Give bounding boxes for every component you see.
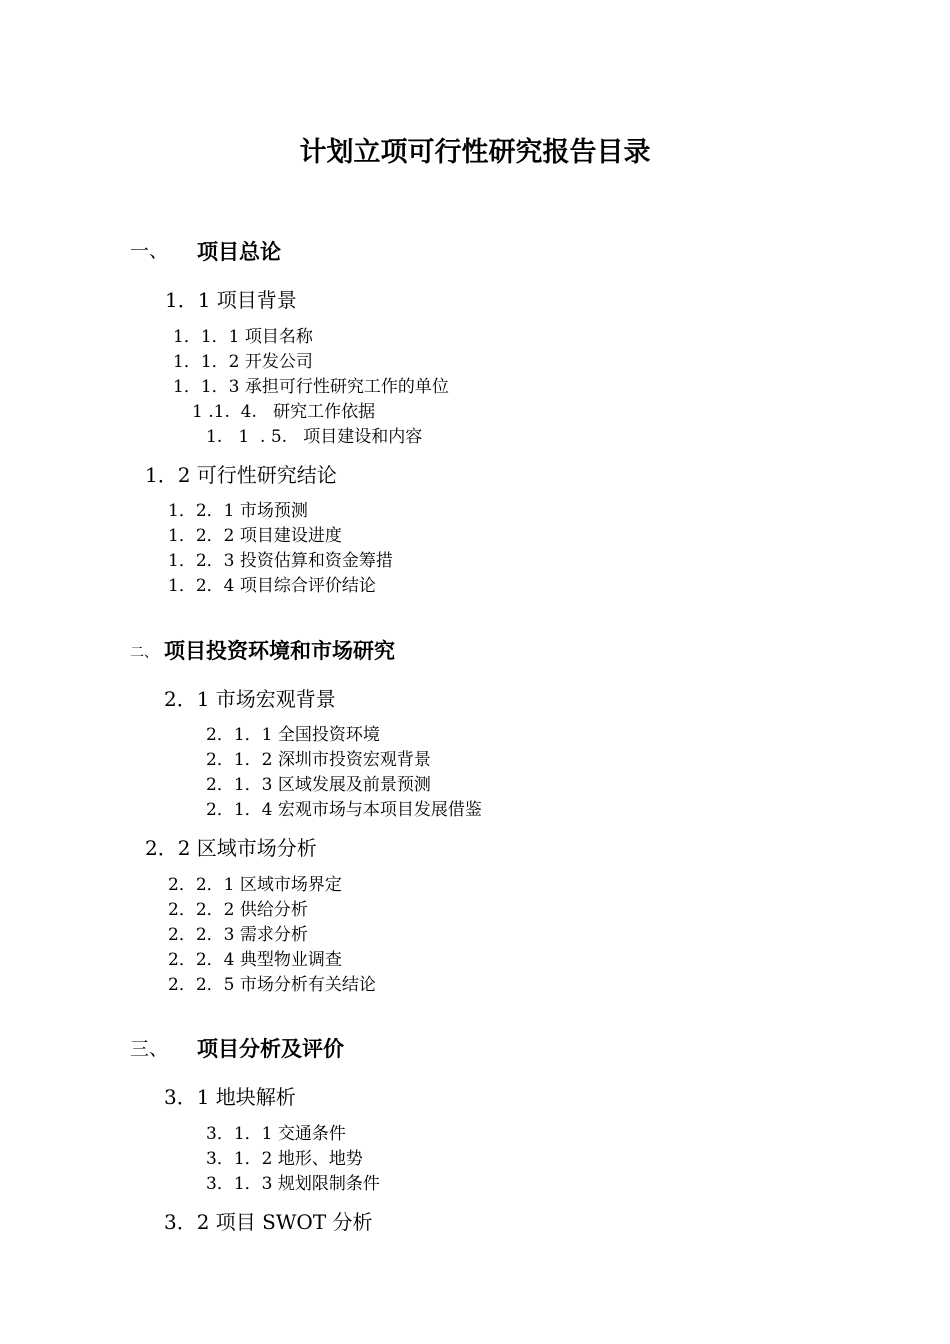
subsection-2-1-1: 2．1．1 全国投资环境 <box>206 725 380 745</box>
subsection-1-2-2: 1．2．2 项目建设进度 <box>168 526 342 546</box>
chapter-3-number: 三、 <box>130 1038 169 1060</box>
chapter-3-title: 项目分析及评价 <box>197 1036 344 1061</box>
subsection-1-2-4: 1．2．4 项目综合评价结论 <box>168 576 376 596</box>
document-title: 计划立项可行性研究报告目录 <box>299 137 651 168</box>
subsection-2-2-3: 2．2．3 需求分析 <box>168 925 308 945</box>
subsection-3-1-3: 3．1．3 规划限制条件 <box>206 1174 380 1194</box>
section-3-2: 3．2 项目 SWOT 分析 <box>164 1210 373 1234</box>
section-3-1: 3．1 地块解析 <box>164 1085 296 1109</box>
subsection-2-1-2: 2．1．2 深圳市投资宏观背景 <box>206 750 431 770</box>
subsection-2-2-2: 2．2．2 供给分析 <box>168 900 308 920</box>
subsection-1-2-3: 1．2．3 投资估算和资金筹措 <box>168 551 393 571</box>
subsection-3-1-2: 3．1．2 地形、地势 <box>206 1149 363 1169</box>
subsection-1-1-4: 1 .1. 4. 研究工作依据 <box>192 402 376 422</box>
subsection-1-1-3: 1．1．3 承担可行性研究工作的单位 <box>173 377 449 397</box>
subsection-1-2-1: 1．2．1 市场预测 <box>168 501 308 521</box>
subsection-1-1-1: 1．1．1 项目名称 <box>173 327 313 347</box>
chapter-1-number: 一、 <box>130 240 169 262</box>
subsection-3-1-1: 3．1．1 交通条件 <box>206 1124 346 1144</box>
subsection-2-2-4: 2．2．4 典型物业调查 <box>168 950 342 970</box>
subsection-2-1-3: 2．1．3 区域发展及前景预测 <box>206 775 431 795</box>
subsection-2-2-1: 2．2．1 区域市场界定 <box>168 875 342 895</box>
subsection-2-1-4: 2．1．4 宏观市场与本项目发展借鉴 <box>206 800 482 820</box>
section-1-2: 1．2 可行性研究结论 <box>145 463 337 487</box>
section-2-1: 2．1 市场宏观背景 <box>164 687 336 711</box>
section-2-2: 2．2 区域市场分析 <box>145 836 317 860</box>
subsection-1-1-2: 1．1．2 开发公司 <box>173 352 313 372</box>
section-1-1: 1．1 项目背景 <box>165 288 297 312</box>
subsection-2-2-5: 2．2．5 市场分析有关结论 <box>168 975 376 995</box>
subsection-1-1-5: 1. 1 . 5. 项目建设和内容 <box>206 427 423 447</box>
chapter-2-number: 二、 <box>130 645 158 661</box>
chapter-2-title: 项目投资环境和市场研究 <box>164 638 395 663</box>
chapter-1-title: 项目总论 <box>197 239 281 264</box>
